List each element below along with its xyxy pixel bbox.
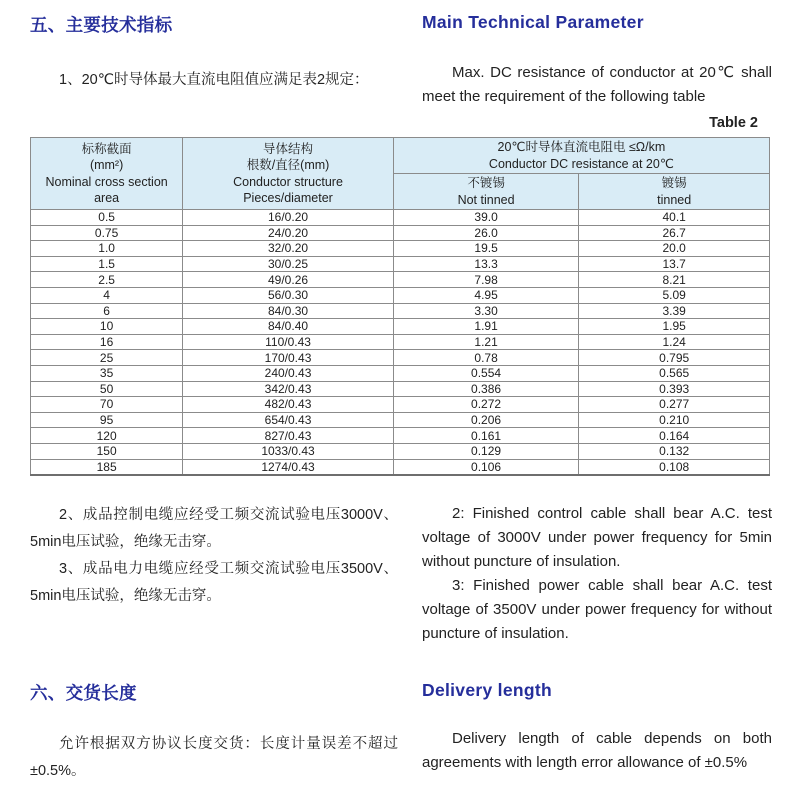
table-cell: 26.0 <box>393 225 578 241</box>
table-cell: 49/0.26 <box>183 272 394 288</box>
header-line: 镀锡 <box>661 176 687 190</box>
test-voltage-para2-cn: 2、成品控制电缆应经受工频交流试验电压3000V、5min电压试验，绝缘无击穿。 <box>30 506 398 550</box>
table-cell: 827/0.43 <box>183 428 394 444</box>
header-nominal-cross-section <box>31 138 183 210</box>
table-cell: 1.91 <box>393 319 578 335</box>
table-cell: 50 <box>31 381 183 397</box>
table-cell: 3.39 <box>579 303 770 319</box>
table-row <box>31 210 770 226</box>
resistance-table-body <box>31 210 770 475</box>
table-cell: 5.09 <box>579 287 770 303</box>
table-row <box>31 241 770 257</box>
table-cell: 170/0.43 <box>183 350 394 366</box>
table-cell: 16 <box>31 334 183 350</box>
table-cell: 0.554 <box>393 365 578 381</box>
table-cell: 0.75 <box>31 225 183 241</box>
header-line: tinned <box>657 192 692 207</box>
table-cell: 0.132 <box>579 443 770 459</box>
table-cell: 8.21 <box>579 272 770 288</box>
header-line: area <box>94 191 120 205</box>
table-cell: 25 <box>31 350 183 366</box>
delivery-para-cn: 允许根据双方协议长度交货：长度计量误差不超过±0.5%。 <box>30 735 398 779</box>
table-cell: 32/0.20 <box>183 241 394 257</box>
header-line: 导体结构 <box>263 141 314 156</box>
table-cell: 4.95 <box>393 287 578 303</box>
table-cell: 0.108 <box>579 459 770 475</box>
intro-paragraph-cn: 1、20℃时导体最大直流电阻值应满足表2规定： <box>59 72 369 88</box>
mid-right-column <box>422 502 772 646</box>
header-line: 20℃时导体直流电阻电 ≤Ω/km <box>497 140 666 154</box>
table-cell: 482/0.43 <box>183 397 394 413</box>
table-cell: 0.386 <box>393 381 578 397</box>
top-right-column <box>422 12 772 131</box>
table-row <box>31 287 770 303</box>
table-cell: 4 <box>31 287 183 303</box>
table-row <box>31 334 770 350</box>
header-line: Not tinned <box>457 192 515 207</box>
test-voltage-para2-en: 2: Finished control cable shall bear A.C. test voltage of 3000V under power frequency for 5min without puncture of insulation. <box>422 504 772 570</box>
resistance-table <box>30 137 770 476</box>
section6-title-en: Delivery length <box>422 679 552 700</box>
table-caption: Table 2 <box>709 115 758 131</box>
header-conductor-structure <box>183 138 394 210</box>
table-cell: 110/0.43 <box>183 334 394 350</box>
table-cell: 26.7 <box>579 225 770 241</box>
table-cell: 0.78 <box>393 350 578 366</box>
table-cell: 6 <box>31 303 183 319</box>
table-cell: 0.795 <box>579 350 770 366</box>
header-line: Conductor structure <box>233 174 343 189</box>
test-voltage-para3-en: 3: Finished power cable shall bear A.C. test voltage of 3500V under power frequency for without puncture of insulation. <box>422 576 772 642</box>
table-cell: 342/0.43 <box>183 381 394 397</box>
table-cell: 120 <box>31 428 183 444</box>
table-row <box>31 350 770 366</box>
table-row <box>31 225 770 241</box>
top-left-column <box>30 12 398 131</box>
table-row <box>31 443 770 459</box>
table-cell: 30/0.25 <box>183 256 394 272</box>
header-line: 标称截面 <box>81 141 132 156</box>
table-cell: 70 <box>31 397 183 413</box>
table-cell: 1.21 <box>393 334 578 350</box>
table-cell: 39.0 <box>393 210 578 226</box>
header-line: Pieces/diameter <box>243 191 333 205</box>
table-cell: 0.164 <box>579 428 770 444</box>
table-cell: 1.24 <box>579 334 770 350</box>
table-cell: 10 <box>31 319 183 335</box>
header-line: Conductor DC resistance at 20℃ <box>488 156 674 171</box>
table-cell: 654/0.43 <box>183 412 394 428</box>
section5-title-cn: 五、主要技术指标 <box>30 15 173 35</box>
table-cell: 13.7 <box>579 256 770 272</box>
table-cell: 1274/0.43 <box>183 459 394 475</box>
header-line: (mm²) <box>89 158 124 172</box>
table-cell: 1.95 <box>579 319 770 335</box>
delivery-para-en: Delivery length of cable depends on both agreements with length error allowance of ±0.5% <box>422 729 772 771</box>
table-cell: 0.272 <box>393 397 578 413</box>
table-row <box>31 256 770 272</box>
section-main-technical <box>30 12 772 131</box>
table-cell: 150 <box>31 443 183 459</box>
table-cell: 56/0.30 <box>183 287 394 303</box>
table-cell: 84/0.40 <box>183 319 394 335</box>
table-row <box>31 272 770 288</box>
table-cell: 40.1 <box>579 210 770 226</box>
table-row <box>31 381 770 397</box>
section5-title-en: Main Technical Parameter <box>422 12 644 32</box>
table-row <box>31 459 770 475</box>
table-cell: 240/0.43 <box>183 365 394 381</box>
mid-left-column <box>30 502 398 646</box>
table-row <box>31 319 770 335</box>
table-cell: 185 <box>31 459 183 475</box>
table-cell: 20.0 <box>579 241 770 257</box>
header-tinned <box>579 174 770 210</box>
intro-paragraph-en: Max. DC resistance of conductor at 20℃ shall meet the requirement of the following table <box>422 64 772 105</box>
table-cell: 3.30 <box>393 303 578 319</box>
bottom-left-column <box>30 680 398 785</box>
table-cell: 0.277 <box>579 397 770 413</box>
table-row <box>31 303 770 319</box>
resistance-table-header <box>31 138 770 210</box>
table-cell: 1033/0.43 <box>183 443 394 459</box>
header-line: 不镀锡 <box>467 176 505 190</box>
table-cell: 0.129 <box>393 443 578 459</box>
table-cell: 13.3 <box>393 256 578 272</box>
section-test-voltage <box>30 502 772 646</box>
table-cell: 35 <box>31 365 183 381</box>
header-line: Nominal cross section <box>45 174 168 189</box>
table-row <box>31 397 770 413</box>
table-cell: 16/0.20 <box>183 210 394 226</box>
table-cell: 95 <box>31 412 183 428</box>
section6-title-cn: 六、交货长度 <box>30 682 137 703</box>
section-delivery-length <box>30 680 772 785</box>
table-cell: 84/0.30 <box>183 303 394 319</box>
table-cell: 19.5 <box>393 241 578 257</box>
table-row <box>31 365 770 381</box>
table-cell: 1.0 <box>31 241 183 257</box>
bottom-right-column <box>422 680 772 785</box>
table-cell: 2.5 <box>31 272 183 288</box>
header-not-tinned <box>393 174 578 210</box>
table-cell: 0.393 <box>579 381 770 397</box>
table-row <box>31 412 770 428</box>
table-cell: 0.206 <box>393 412 578 428</box>
table-cell: 0.106 <box>393 459 578 475</box>
header-dc-resistance-group <box>393 138 769 174</box>
table-cell: 0.161 <box>393 428 578 444</box>
table-row <box>31 428 770 444</box>
table-cell: 7.98 <box>393 272 578 288</box>
table-cell: 24/0.20 <box>183 225 394 241</box>
header-line: 根数/直径(mm) <box>246 158 330 172</box>
table-cell: 0.5 <box>31 210 183 226</box>
test-voltage-para3-cn: 3、成品电力电缆应经受工频交流试验电压3500V、5min电压试验，绝缘无击穿。 <box>30 560 398 604</box>
table-cell: 0.565 <box>579 365 770 381</box>
table-cell: 1.5 <box>31 256 183 272</box>
table-cell: 0.210 <box>579 412 770 428</box>
